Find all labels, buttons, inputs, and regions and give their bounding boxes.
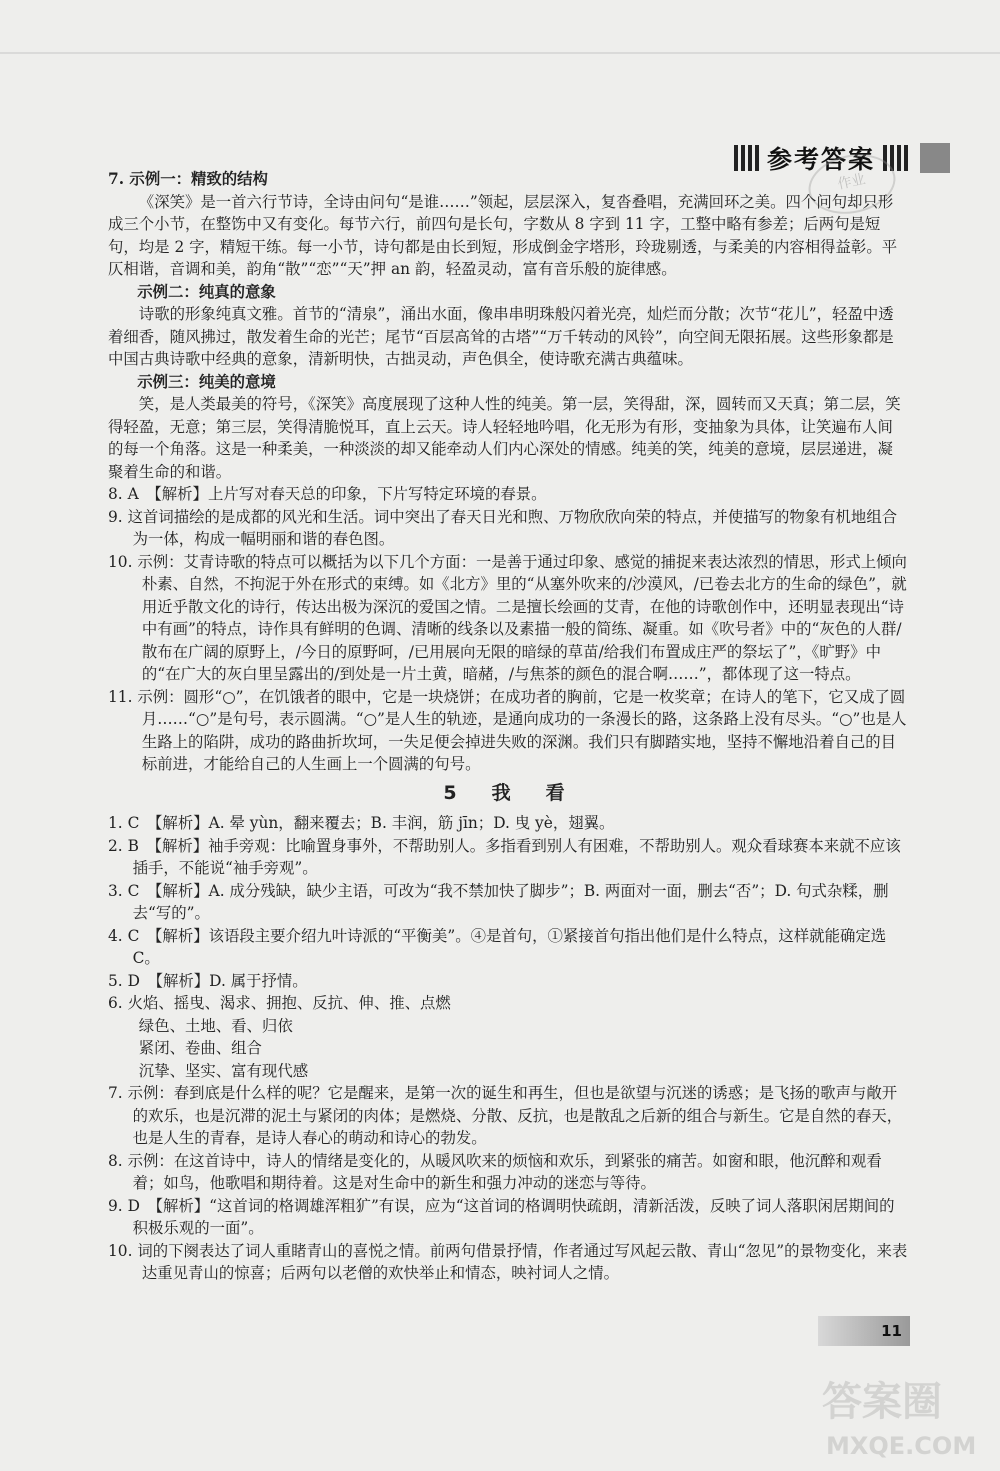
section-5-title: 5 我 看	[443, 781, 573, 804]
answer-content	[108, 168, 908, 1285]
header-tab-block	[920, 143, 950, 173]
scan-line	[0, 52, 1000, 54]
q7-example3-heading: 示例三：纯美的意境	[137, 372, 276, 391]
s5-q3-answer: 3. C 【解析】A. 成分残缺，缺少主语，可改为“我不禁加快了脚步”；B. 两面对一面，删去“否”；D. 句式杂糅，删去“写的”。	[108, 881, 889, 922]
q7-heading: 7. 示例一：精致的结构	[108, 170, 268, 188]
stamp-watermark: 作业	[803, 146, 901, 221]
s5-q7-answer: 7. 示例：春到底是什么样的呢？它是醒来，是第一次的诞生和再生，但也是欲望与沉迷的诱惑；是飞扬的歌声与敞开的欢乐，也是沉滞的泥土与紧闭的肉体；是燃烧、分散、反抗，也是散乱之后新的组合与新生。它是自然的春天，也是人生的青春，是诗人春心的萌动和诗心的勃发。	[108, 1084, 903, 1147]
site-watermark-logo: 答案圈	[822, 1379, 942, 1425]
q7-example3-text: 笑，是人类最美的符号，《深笑》高度展现了这种人性的纯美。第一层，笑得甜，深，圆转而又天真；第二层，笑得轻盈，无意；第三层，笑得清脆悦耳，直上云天。诗人轻轻地吟唱，化无形为有形，变抽象为具体，让笑遍布人间的每一个角落。这是一种柔美，一种淡淡的却又能牵动人们内心深处的情感。纯美的笑，纯美的意境，层层递进，凝聚着生命的和谐。	[108, 395, 901, 481]
s5-q10-answer: 10. 词的下阕表达了词人重睹青山的喜悦之情。前两句借景抒情，作者通过写风起云散、青山“忽见”的景物变化，来表达重见青山的惊喜；后两句以老僧的欢快举止和情态，映衬词人之情。	[108, 1241, 908, 1282]
q8-answer: 8. A 【解析】上片写对春天总的印象，下片写特定环境的春景。	[108, 485, 547, 503]
s5-q9-answer: 9. D 【解析】“这首词的格调雄浑粗犷”有误，应为“这首词的格调明快疏朗，清新活泼，反映了词人落职闲居期间的积极乐观的一面”。	[108, 1196, 895, 1237]
site-watermark-url: MXQE.COM	[826, 1432, 977, 1460]
q7-example2-heading: 示例二：纯真的意象	[137, 282, 276, 301]
s5-q1-answer: 1. C 【解析】A. 晕 yùn，翻来覆去；B. 丰润，筋 jīn；D. 曳 yè，翅翼。	[108, 814, 615, 832]
s5-q6-answer: 6. 火焰、摇曳、渴求、拥抱、反抗、伸、推、点燃	[108, 994, 451, 1012]
s5-q5-answer: 5. D 【解析】D. 属于抒情。	[108, 971, 308, 990]
header-title: 参考答案	[766, 145, 875, 174]
s5-q6-line-2: 紧闭、卷曲、组合	[138, 1039, 262, 1057]
page-number-tab	[818, 1316, 910, 1346]
s5-q6-line-3: 沉挚、坚实、富有现代感	[138, 1061, 309, 1080]
q7-example1-text: 《深笑》是一首六行节诗，全诗由问句“是谁……”领起，层层深入，复沓叠唱，充满回环之美。四个问句却只形成三个小节，在整饬中又有变化。每节六行，前四句是长句，字数从 8 字到 11 字，工整中略有参差；后两句是短句，均是 2 字，精短干练。每一小节，诗句都是由长到短，形成倒金字塔形，玲珑剔透，与柔美的内容相得益彰。平仄相谐，音调和美，韵角“散”“恋”“天”押 an 韵，轻盈灵动，富有音乐般的旋律感。	[108, 192, 898, 278]
s5-q4-answer: 4. C 【解析】该语段主要介绍九叶诗派的“平衡美”。④是首句，①紧接首句指出他们是什么特点，这样就能确定选 C。	[108, 926, 887, 967]
page-number: 11	[881, 1322, 902, 1340]
q10-answer: 10. 示例：艾青诗歌的特点可以概括为以下几个方面：一是善于通过印象、感觉的捕捉来表达浓烈的情思，形式上倾向朴素、自然，不拘泥于外在形式的束缚。如《北方》里的“从塞外吹来的/沙漠风，/已卷去北方的生命的绿色”，就用近乎散文化的诗行，传达出极为深沉的爱国之情。二是擅长绘画的艾青，在他的诗歌创作中，还明显表现出“诗中有画”的特点，诗作具有鲜明的色调、清晰的线条以及素描一般的简练、凝重。如《吹号者》中的“灰色的人群/散布在广阔的原野上，/今日的原野呵，/已用展向无限的暗绿的草苗/给我们布置成庄严的祭坛了”，《旷野》中的“在广大的灰白里呈露出的/到处是一片土黄，暗赭，/与焦茶的颜色的混合啊……”，都体现了这一特点。	[108, 552, 907, 683]
s5-q6-line-1: 绿色、土地、看、归依	[138, 1016, 293, 1035]
s5-q8-answer: 8. 示例：在这首诗中，诗人的情绪是变化的，从暖风吹来的烦恼和欢乐，到紧张的痛苦。如窗和眼，他沉醉和观看着；如鸟，他歌唱和期待着。这是对生命中的新生和强力冲动的迷恋与等待。	[108, 1151, 882, 1192]
q9-answer: 9. 这首词描绘的是成都的风光和生活。词中突出了春天日光和煦、万物欣欣向荣的特点，并使描写的物象有机地组合为一体，构成一幅明丽和谐的春色图。	[108, 507, 898, 548]
s5-q2-answer: 2. B 【解析】袖手旁观：比喻置身事外，不帮助别人。多指看到别人有困难，不帮助别人。观众看球赛本来就不应该插手，不能说“袖手旁观”。	[108, 836, 901, 877]
q11-answer: 11. 示例：圆形“○”，在饥饿者的眼中，它是一块烧饼；在成功者的胸前，它是一枚奖章；在诗人的笔下，它又成了圆月……“○”是句号，表示圆满。“○”是人生的轨迹，是通向成功的一条漫长的路，这条路上没有尽头。“○”也是人生路上的陷阱，成功的路曲折坎坷，一失足便会掉进失败的深渊。我们只有脚踏实地，坚持不懈地沿着自己的目标前进，才能给自己的人生画上一个圆满的句号。	[108, 687, 907, 773]
q7-example2-text: 诗歌的形象纯真文雅。首节的“清泉”，涌出水面，像串串明珠般闪着光亮，灿烂而分散；次节“花儿”，轻盈中透着细香，随风拂过，散发着生命的光芒；尾节“百层高耸的古塔”“万千转动的风铃”，向空间无限拓展。这些形象都是中国古典诗歌中经典的意象，清新明快，古拙灵动，声色俱全，使诗歌充满古典蕴味。	[108, 305, 894, 368]
